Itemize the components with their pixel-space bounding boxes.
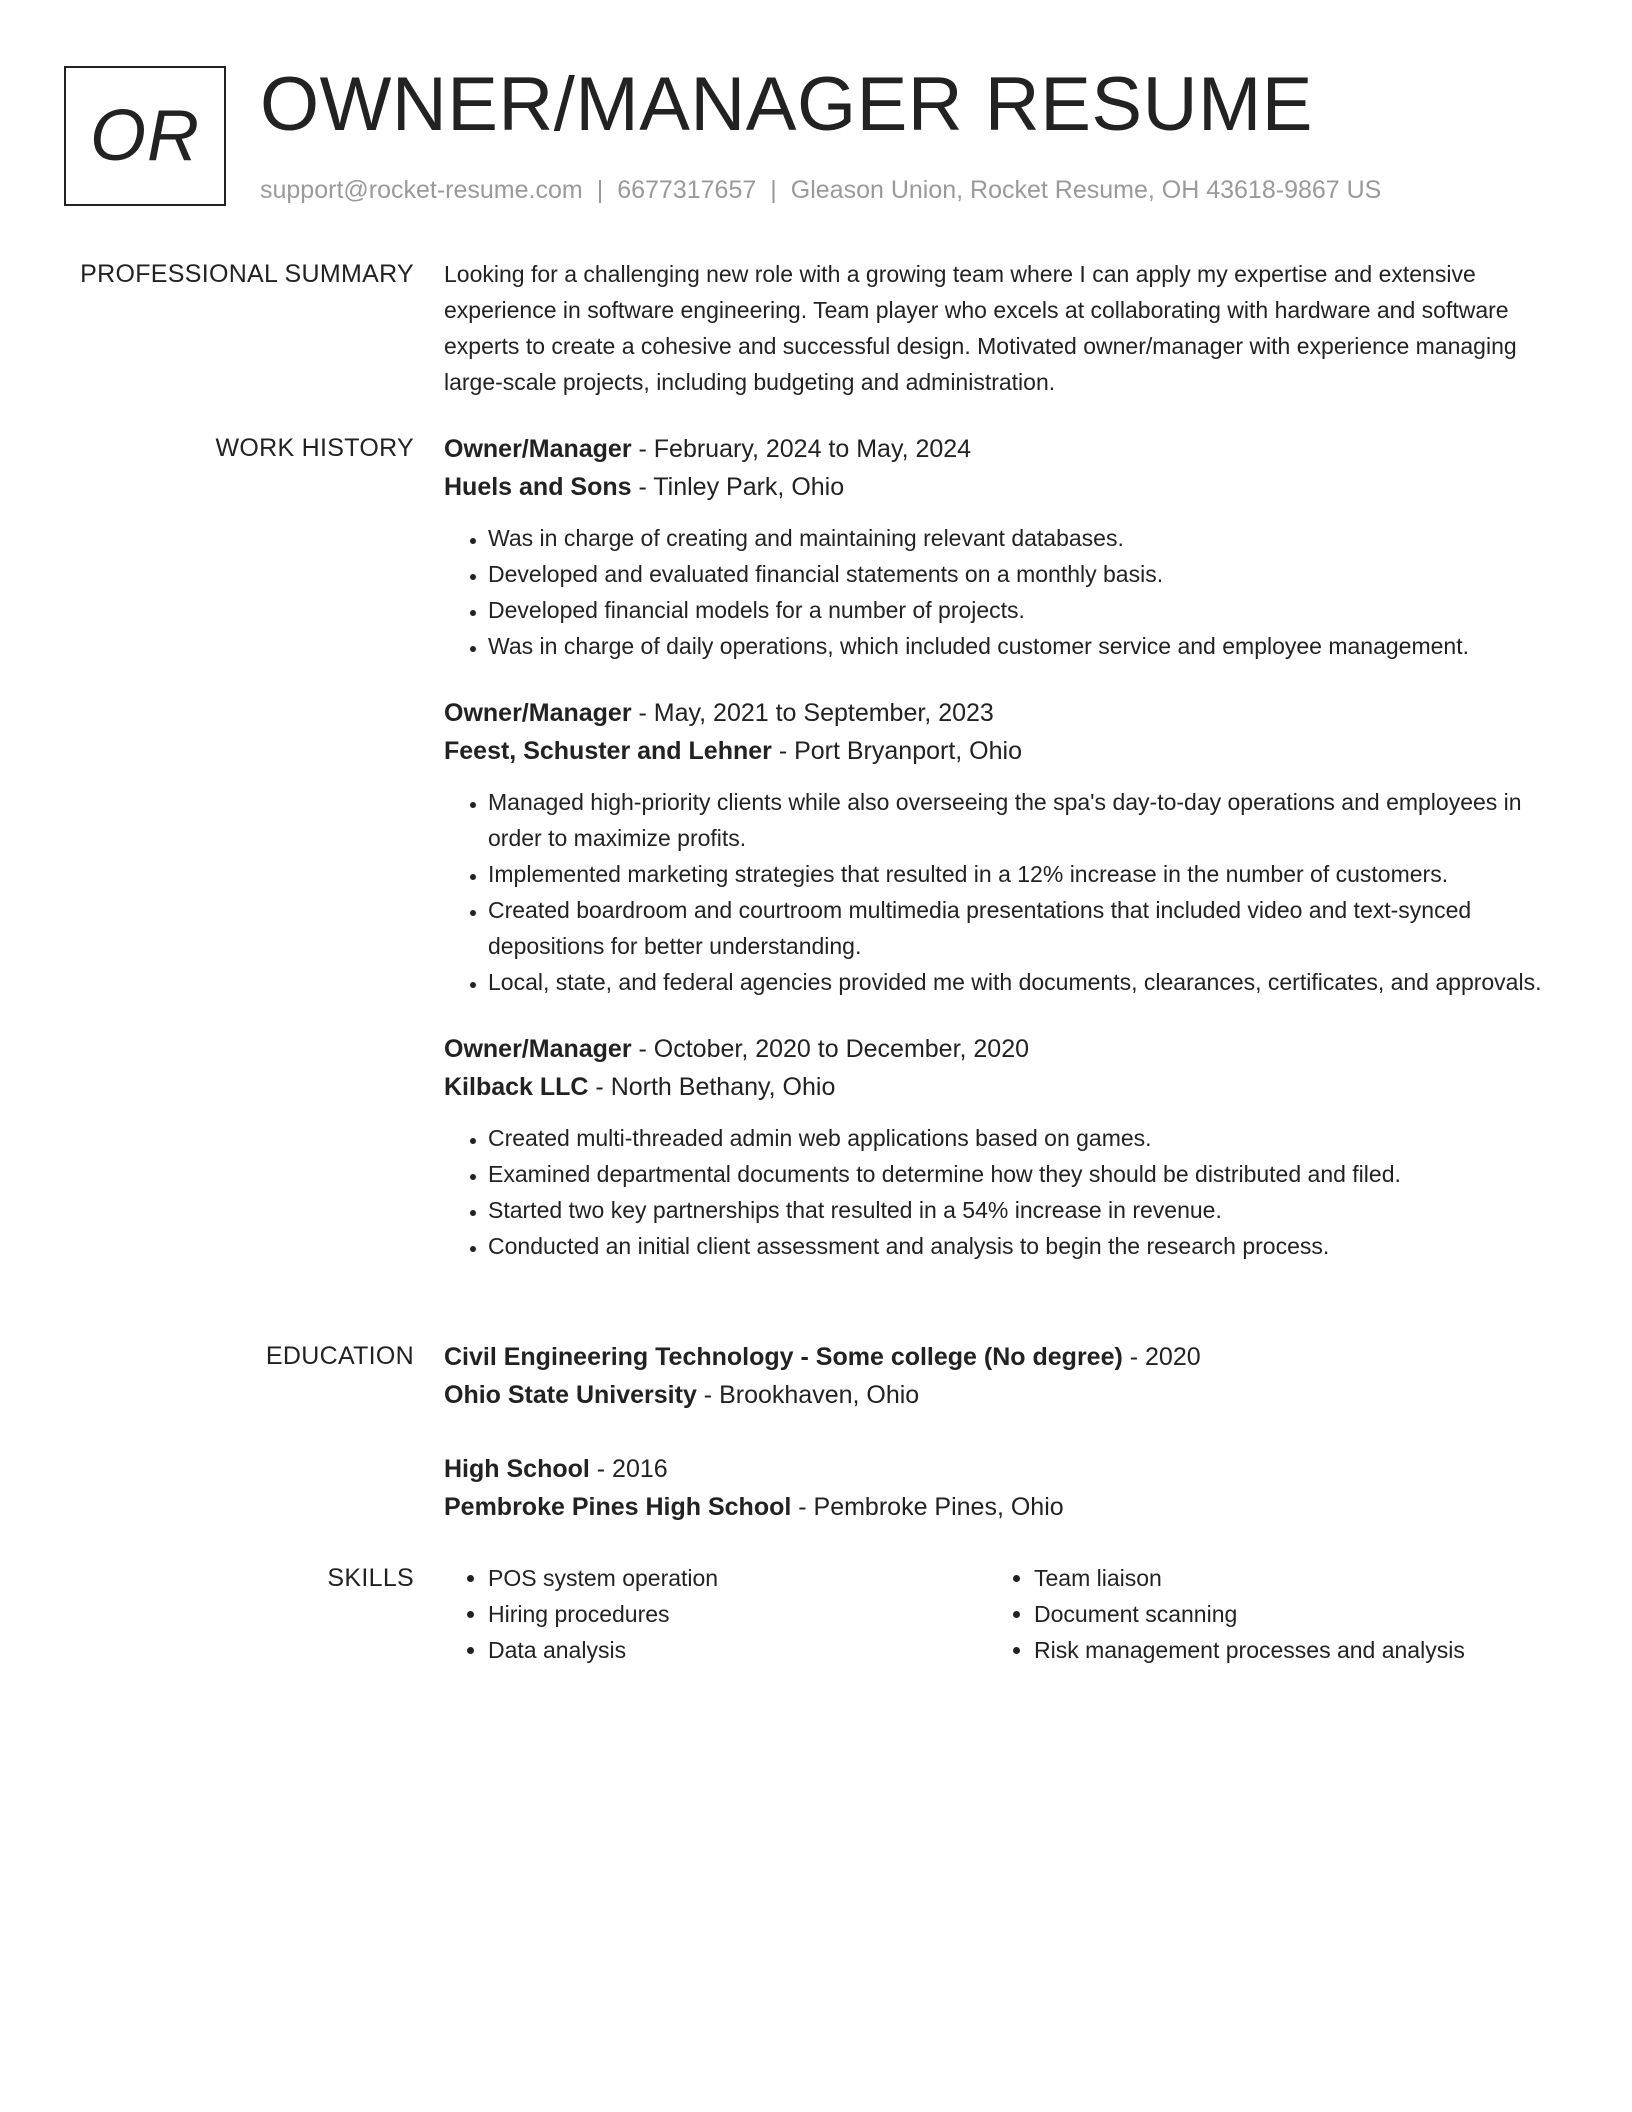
resume-header	[64, 62, 1564, 208]
job-bullet: • Conducted an initial client assessment and analysis to begin the research process.	[488, 1228, 1554, 1264]
skills-columns	[444, 1560, 1554, 1668]
job-entry	[444, 1030, 1554, 1264]
skill-item: • Hiring procedures	[488, 1596, 990, 1632]
job-title-line	[444, 694, 1554, 732]
education-year: - 2016	[589, 1455, 668, 1483]
job-bullets	[444, 520, 1554, 664]
education-school: Pembroke Pines High School	[444, 1493, 792, 1521]
education-school: Ohio State University	[444, 1381, 697, 1409]
job-bullets	[444, 784, 1554, 1000]
education-degree: High School	[444, 1455, 590, 1483]
job-bullet: • Developed financial models for a number of projects.	[488, 592, 1554, 628]
education-degree: Civil Engineering Technology - Some college (No degree)	[444, 1343, 1123, 1371]
job-bullet: • Was in charge of daily operations, which included customer service and employee management.	[488, 628, 1554, 664]
section-label-summary: PROFESSIONAL SUMMARY	[80, 260, 414, 288]
skill-item: • Team liaison	[1034, 1560, 1536, 1596]
job-title: Owner/Manager	[444, 435, 632, 463]
job-title: Owner/Manager	[444, 1035, 632, 1063]
job-bullet: • Started two key partnerships that resulted in a 54% increase in revenue.	[488, 1192, 1554, 1228]
education-location: - Pembroke Pines, Ohio	[791, 1493, 1064, 1521]
summary-text: Looking for a challenging new role with a growing team where I can apply my expertise and extensive experience in software engineering. Team player who excels at collaborating with hardware and software experts to create a cohesive and successful design. Motivated owner/manager with experience managing large-scale projects, including budgeting and administration.	[444, 261, 1517, 395]
job-title: Owner/Manager	[444, 699, 632, 727]
skills-list-left	[444, 1560, 990, 1668]
job-bullet: • Examined departmental documents to determine how they should be distributed and filed.	[488, 1156, 1554, 1192]
education-degree-line	[444, 1338, 1554, 1376]
resume-title: OWNER/MANAGER RESUME	[260, 62, 1313, 147]
job-bullet: • Was in charge of creating and maintaining relevant databases.	[488, 520, 1554, 556]
education-entry	[444, 1338, 1554, 1414]
skill-item: • POS system operation	[488, 1560, 990, 1596]
contact-separator: |	[770, 176, 777, 204]
job-bullet: • Implemented marketing strategies that resulted in a 12% increase in the number of customers.	[488, 856, 1554, 892]
education-degree-line	[444, 1450, 1554, 1488]
monogram-logo: OR	[64, 66, 226, 206]
job-title-line	[444, 430, 1554, 468]
job-title-line	[444, 1030, 1554, 1068]
education-location: - Brookhaven, Ohio	[696, 1381, 920, 1409]
job-company-line	[444, 732, 1554, 770]
job-entry	[444, 694, 1554, 1000]
contact-address: Gleason Union, Rocket Resume, OH 43618-9867 US	[790, 176, 1382, 204]
education-year: - 2020	[1122, 1343, 1201, 1371]
education-school-line	[444, 1376, 1554, 1414]
job-dates: - October, 2020 to December, 2020	[631, 1035, 1030, 1063]
job-bullet: • Developed and evaluated financial statements on a monthly basis.	[488, 556, 1554, 592]
job-location: - North Bethany, Ohio	[588, 1073, 836, 1101]
section-label-education: EDUCATION	[265, 1342, 414, 1370]
contact-email: support@rocket-resume.com	[260, 176, 583, 204]
job-company: Feest, Schuster and Lehner	[444, 737, 772, 765]
job-bullet: • Managed high-priority clients while also overseeing the spa's day-to-day operations and employees in order to maximize profits.	[488, 784, 1554, 856]
job-bullet: • Local, state, and federal agencies provided me with documents, clearances, certificates, and approvals.	[488, 964, 1554, 1000]
skills-list-right	[990, 1560, 1536, 1668]
job-company-line	[444, 468, 1554, 506]
contact-line	[260, 174, 1381, 206]
section-label-skills: SKILLS	[327, 1564, 414, 1592]
skill-item: • Risk management processes and analysis	[1034, 1632, 1536, 1668]
job-location: - Tinley Park, Ohio	[631, 473, 845, 501]
skill-item: • Data analysis	[488, 1632, 990, 1668]
job-company: Huels and Sons	[444, 473, 632, 501]
job-bullet: • Created multi-threaded admin web applications based on games.	[488, 1120, 1554, 1156]
education-school-line	[444, 1488, 1554, 1526]
job-company: Kilback LLC	[444, 1073, 589, 1101]
job-location: - Port Bryanport, Ohio	[771, 737, 1022, 765]
education-entry	[444, 1450, 1554, 1526]
section-label-work-history: WORK HISTORY	[215, 434, 414, 462]
job-entry	[444, 430, 1554, 664]
contact-separator: |	[596, 176, 604, 204]
skill-item: • Document scanning	[1034, 1596, 1536, 1632]
job-dates: - February, 2024 to May, 2024	[631, 435, 972, 463]
job-bullets	[444, 1120, 1554, 1264]
job-bullet: • Created boardroom and courtroom multimedia presentations that included video and text-synced depositions for better understanding.	[488, 892, 1554, 964]
contact-phone: 6677317657	[617, 176, 757, 204]
job-company-line	[444, 1068, 1554, 1106]
job-dates: - May, 2021 to September, 2023	[631, 699, 994, 727]
